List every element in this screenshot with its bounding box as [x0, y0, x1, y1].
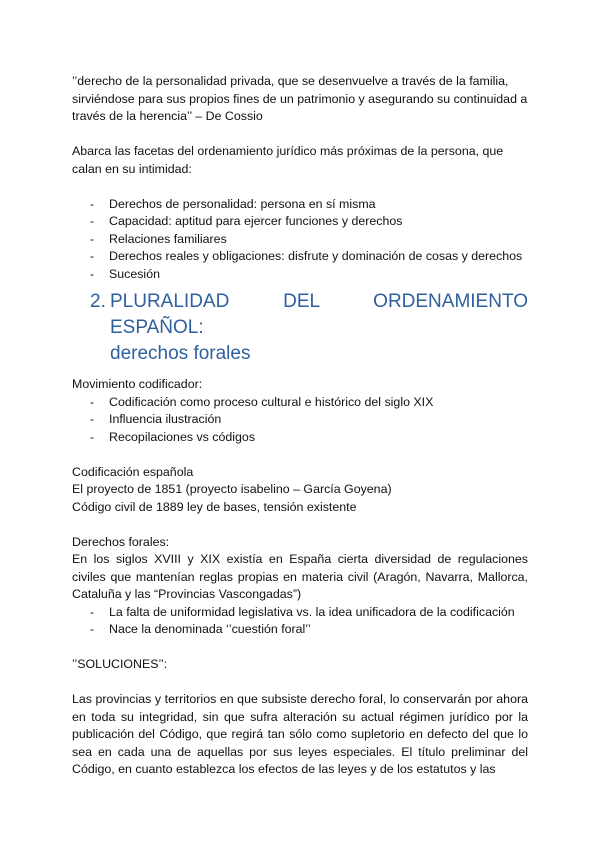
list-item: - La falta de uniformidad legislativa vs. la idea unificadora de la codificación — [72, 604, 528, 622]
facets-intro: Abarca las facetas del ordenamiento jurídico más próximas de la persona, que calan en su intimidad: — [72, 144, 504, 176]
forales-list — [72, 604, 528, 639]
list-item: - Influencia ilustración — [72, 411, 528, 429]
movement-list — [72, 394, 528, 447]
solutions-title: ’’SOLUCIONES’’: — [72, 657, 168, 671]
facets-list — [72, 196, 528, 284]
list-item: - Derechos reales y obligaciones: disfrute y dominación de cosas y derechos — [72, 248, 528, 266]
list-item: - Recopilaciones vs códigos — [72, 429, 528, 447]
forales-text: En los siglos XVIII y XIX existía en España cierta diversidad de regulaciones civiles que mantenían reglas propias en materia civil (Aragón, Navarra, Mallorca, Cataluña y las “Provincias Vascongadas”) — [72, 552, 528, 601]
codification-title: Codificación española — [72, 464, 194, 479]
section-number: 2. — [90, 291, 106, 312]
codification-line1: El proyecto de 1851 (proyecto isabelino – García Goyena) — [72, 482, 392, 496]
section-heading — [72, 289, 528, 367]
intro-quote: ’’derecho de la personalidad privada, que se desenvuelve a través de la familia, sirviéndose para sus propios fines de un patrimonio y asegurando su continuidad a través de la herencia’’ – De Cossio — [72, 74, 528, 123]
list-item: - Derechos de personalidad: persona en sí misma — [72, 196, 528, 214]
section-title-line2: derechos forales — [110, 343, 251, 364]
section-title-line1: PLURALIDAD DEL ORDENAMIENTO ESPAÑOL: — [110, 291, 528, 338]
list-item: - Relaciones familiares — [72, 231, 528, 249]
movement-title: Movimiento codificador: — [72, 377, 203, 391]
codification-line2: Código civil de 1889 ley de bases, tensión existente — [72, 499, 357, 514]
list-item: - Sucesión — [72, 266, 528, 284]
solutions-text: Las provincias y territorios en que subsiste derecho foral, lo conservarán por ahora en toda su integridad, sin que sufra alteración su actual régimen jurídico por la publicación del Código, que regirá tan sólo como supletorio en defecto del que lo sea en cada una de aquellas por sus leyes especiales. El título preliminar del Código, en cuanto establezca los efectos de las leyes y de los estatutos y las — [72, 692, 528, 776]
list-item: - Codificación como proceso cultural e histórico del siglo XIX — [72, 394, 528, 412]
list-item: - Capacidad: aptitud para ejercer funciones y derechos — [72, 213, 528, 231]
document-content — [72, 73, 528, 779]
list-item: - Nace la denominada ‘’cuestión foral’’ — [72, 621, 528, 639]
forales-title: Derechos forales: — [72, 534, 170, 549]
